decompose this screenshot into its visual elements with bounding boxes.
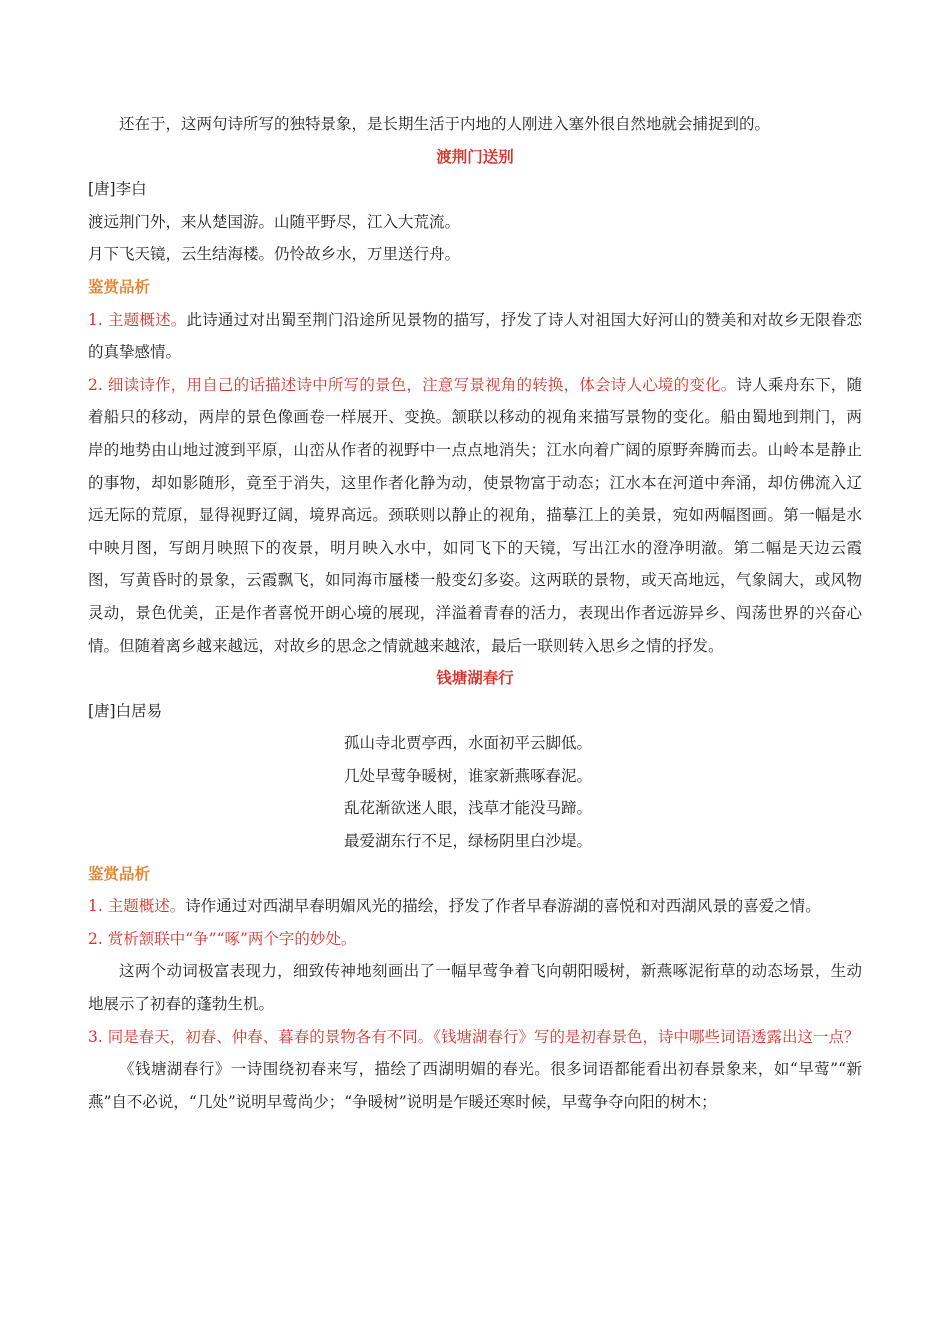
analysis2-heading: 鉴赏品析: [88, 864, 151, 883]
analysis1-q1: [88, 304, 862, 369]
analysis2-q1-text: 诗作通过对西湖早春明媚风光的描绘，抒发了作者早春游湖的喜悦和对西湖风景的喜爱之情。: [185, 897, 821, 916]
analysis1-q1-label: 1. 主题概述。: [88, 310, 187, 329]
poem2-title: 钱塘湖春行: [436, 669, 514, 688]
analysis2-q1-label: 1. 主题概述。: [88, 897, 186, 916]
intro-tail-paragraph: 还在于，这两句诗所写的独特景象，是长期生活于内地的人刚进入塞外很自然地就会捕捉到的。: [119, 115, 771, 133]
analysis2-q2-text: 这两个动词极富表现力，细致传神地刻画出了一幅早莺争着飞向朝阳暖树，新燕啄泥衔草的动态场景，生动地展示了初春的蓬勃生机。: [88, 962, 862, 1014]
analysis1-q2-label: 2. 细读诗作，用自己的话描述诗中所写的景色，注意写景视角的转换，体会诗人心境的变化。: [88, 375, 737, 394]
poem1-title: 渡荆门送别: [436, 147, 514, 166]
analysis2-q2-label: 2. 赏析颔联中“争”“啄”两个字的妙处。: [88, 929, 357, 948]
analysis1-heading: 鉴赏品析: [88, 277, 151, 296]
poem2-author: [唐]白居易: [88, 701, 163, 720]
analysis2-q1: [88, 890, 862, 923]
poem2-line-4: 最爱湖东行不足，绿杨阴里白沙堤。: [344, 832, 593, 851]
analysis1-q1-text: 此诗通过对出蜀至荆门沿途所见景物的描写，抒发了诗人对祖国大好河山的赞美和对故乡无限眷恋的真挚感情。: [88, 310, 862, 362]
analysis1-q2: [88, 369, 862, 662]
poem2-body: [344, 727, 606, 857]
poem2-line-3: 乱花渐欲迷人眼，浅草才能没马蹄。: [344, 799, 593, 818]
poem1-line-1: 渡远荆门外，来从楚国游。山随平野尽，江入大荒流。: [88, 212, 461, 231]
document-page: [88, 108, 862, 1118]
analysis1-q2-text: 诗人乘舟东下，随着船只的移动，两岸的景色像画卷一样展开、变换。颔联以移动的视角来描写景物的变化。船由蜀地到荆门，两岸的地势由山地过渡到平原，山峦从作者的视野中一点点地消失；江水向着广阔的原野奔腾而去。山岭本是静止的事物，却如影随形，竟至于消失，这里作者化静为动，使景物富于动态；江水本在河道中奔涌，却仿佛流入辽远无际的荒原，显得视野辽阔，境界高远。颈联则以静止的视角，描摹江上的美景，宛如两幅图画。第一幅是水中映月图，写朗月映照下的夜景，明月映入水中，如同飞下的天镜，写出江水的澄净明澈。第二幅是天边云霞图，写黄昏时的景象，云霞飘飞，如同海市蜃楼一般变幻多姿。这两联的景物，或天高地远，气象阔大，或风物灵动，景色优美，正是作者喜悦开朗心境的展现，洋溢着青春的活力，表现出作者远游异乡、闯荡世界的兴奋心情。但随着离乡越来越远，对故乡的思念之情就越来越浓，最后一联则转入思乡之情的抒发。: [88, 375, 862, 655]
poem2-line-1: 孤山寺北贾亭西，水面初平云脚低。: [344, 734, 593, 753]
analysis2-q3-label: 3. 同是春天，初春、仲春、暮春的景物各有不同。《钱塘湖春行》写的是初春景色，诗中哪些词语透露出这一点？: [88, 1027, 860, 1046]
poem1-line-2: 月下飞天镜，云生结海楼。仍怜故乡水，万里送行舟。: [88, 245, 461, 264]
analysis2-q3-text: 《钱塘湖春行》一诗围绕初春来写，描绘了西湖明媚的春光。很多词语都能看出初春景象来，如“早莺”“新燕”自不必说，“几处”说明早莺尚少；“争暖树”说明是乍暖还寒时候，早莺争夺向阳的树木；: [88, 1060, 862, 1111]
poem2-line-2: 几处早莺争暖树，谁家新燕啄春泥。: [344, 766, 593, 785]
poem1-author: [唐]李白: [88, 180, 147, 199]
